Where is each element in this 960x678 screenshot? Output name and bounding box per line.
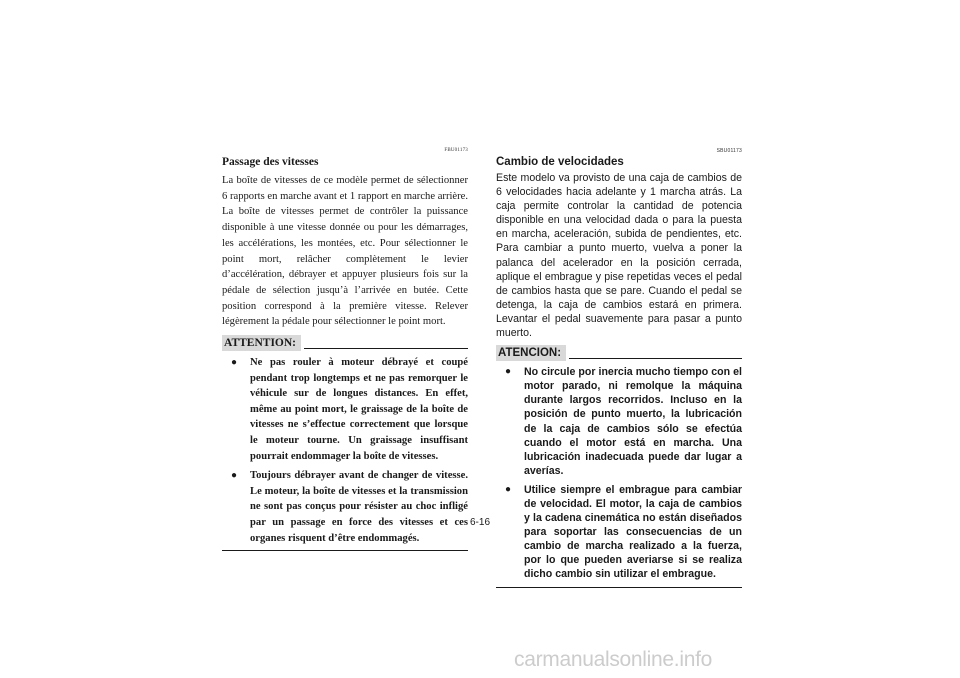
warning-list bbox=[222, 355, 468, 546]
warning-rule bbox=[304, 348, 468, 349]
watermark: carmanualsonline.info bbox=[514, 648, 712, 671]
warning-item bbox=[222, 468, 468, 546]
french-column bbox=[222, 148, 468, 551]
warning-rule bbox=[569, 358, 742, 359]
bullet-icon: ● bbox=[505, 366, 512, 378]
warning-header bbox=[222, 335, 468, 351]
warning-text: No circule por inercia mucho tiempo con el motor parado, ni remolque la máquina durante largos recorridos. Incluso en la posición de punto muerto, la lubricación de la caja de cambios sólo se efectúa cuando el motor está en marcha. Una lubricación inadecuada puede dar lugar a averías. bbox=[524, 366, 742, 477]
warning-end-rule bbox=[222, 550, 468, 551]
section-body: Este modelo va provisto de una caja de cambios de 6 velocidades hacia adelante y 1 marcha atrás. La caja permite controlar la cantidad de potencia disponible en una velocidad dada o para la puesta en marcha, aceleración, subida de pendientes, etc. Para cambiar a punto muerto, vuelva a poner la palanca del acelerador en la posición cerrada, aplique el embrague y pise repetidas veces el pedal de cambios hasta que se pare. Cuando el pedal se detenga, la caja de cambios estará en primera. Levantar el pedal suavemente para pasar a punto muerto. bbox=[496, 172, 742, 340]
warning-label: ATTENTION: bbox=[222, 335, 301, 351]
section-title: Cambio de velocidades bbox=[496, 156, 624, 168]
bullet-icon: ● bbox=[231, 357, 238, 369]
warning-header bbox=[496, 345, 742, 361]
warning-item bbox=[222, 355, 468, 464]
section-code: SBU01173 bbox=[716, 148, 742, 154]
warning-item bbox=[496, 483, 742, 582]
warning-item bbox=[496, 365, 742, 478]
warning-text: Utilice siempre el embrague para cambiar de velocidad. El motor, la caja de cambios y la cadena cinemática no están diseñados para soportar las consecuencias de un cambio de marcha realizado a la fuerza, por lo que pueden averiarse si se realiza dicho cambio sin utilizar el embrague. bbox=[524, 483, 742, 581]
spanish-column bbox=[496, 148, 742, 588]
warning-label: ATENCION: bbox=[496, 345, 566, 361]
section-body: La boîte de vitesses de ce modèle permet de sélectionner 6 rapports en marche avant et 1 rapport en marche arrière. La boîte de vitesses permet de contrôler la puissance disponible à une vitesse donnée ou pour les démarrages, les accélérations, les montées, etc. Pour sélectionner le point mort, relâcher complètement le levier d’accélération, débrayer et appuyer plusieurs fois sur la pédale de sélection jusqu’à l’arrivée en butée. Cette position correspond à la première vitesse. Relever légèrement la pédale pour sélectionner le point mort. bbox=[222, 175, 468, 328]
warning-text: Ne pas rouler à moteur débrayé et coupé pendant trop longtemps et ne pas remorquer le véhicule sur de longues distances. En effet, même au point mort, le graissage de la boîte de vitesses ne s’effectue correctement que lorsque le moteur tourne. Un graissage insuffisant pourrait endommager la boîte de vitesses. bbox=[250, 357, 468, 462]
bullet-icon: ● bbox=[505, 483, 512, 495]
warning-text: Toujours débrayer avant de changer de vitesse. Le moteur, la boîte de vitesses et la transmission ne sont pas conçus pour résister au choc infligé par un passage en force des vitesses et ces organes risquent d’être endommagés. bbox=[250, 470, 468, 544]
warning-list bbox=[496, 365, 742, 581]
page-number: 6-16 bbox=[469, 517, 490, 528]
section-title: Passage des vitesses bbox=[222, 156, 319, 168]
section-code: FBU01173 bbox=[444, 148, 468, 153]
warning-end-rule bbox=[496, 587, 742, 588]
bullet-icon: ● bbox=[231, 470, 238, 482]
